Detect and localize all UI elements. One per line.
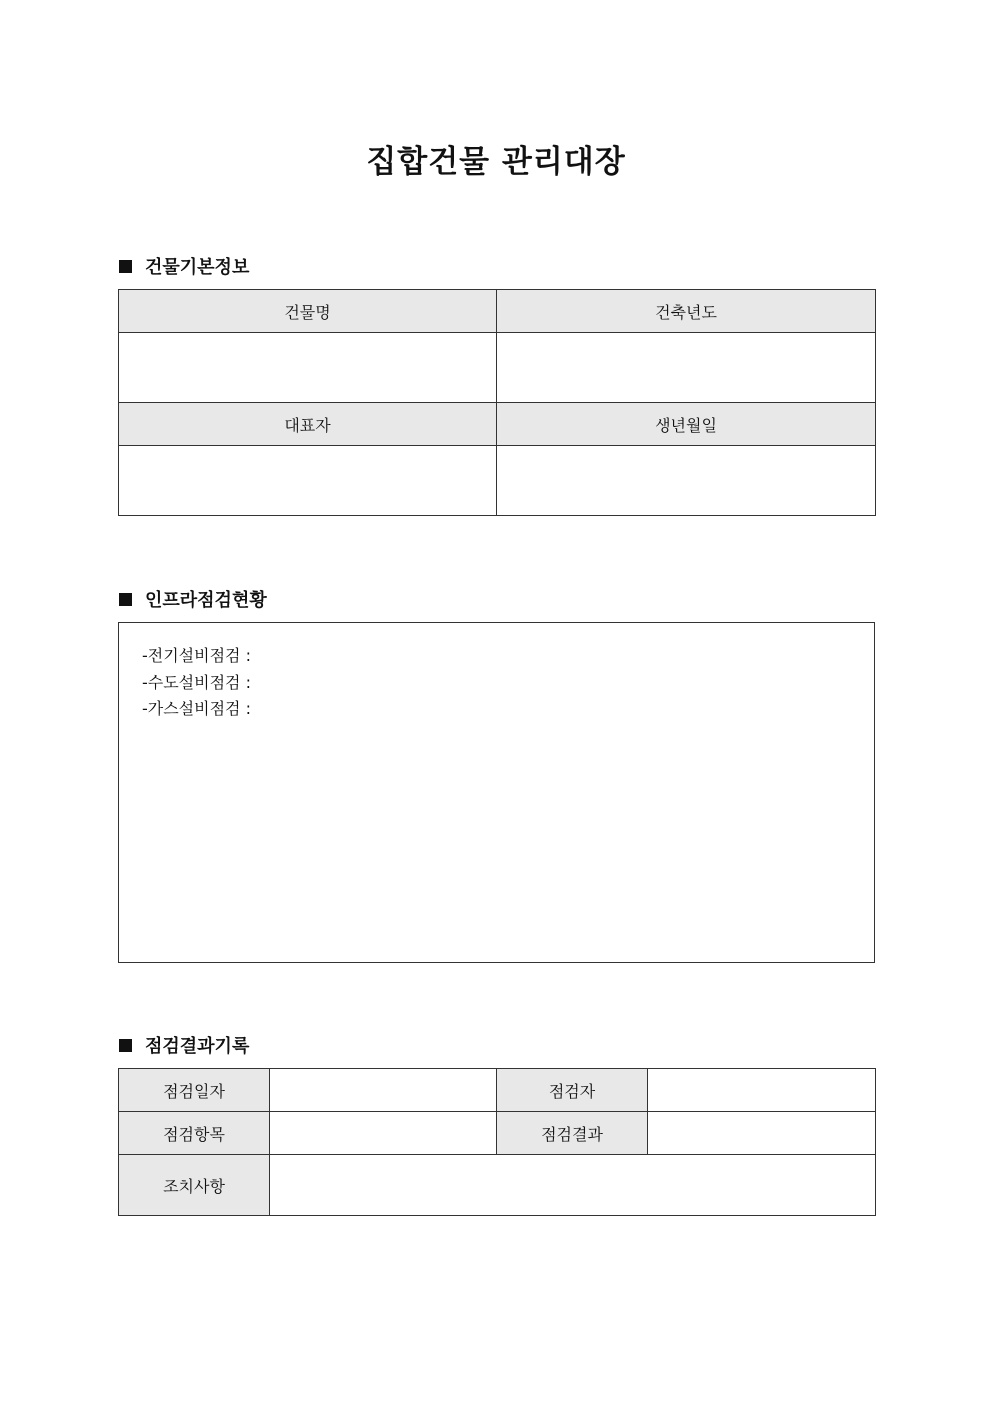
inspector-field[interactable] [648,1069,876,1112]
inspector-label: 점검자 [497,1069,648,1112]
gas-inspection-line: -가스설비점검 : [142,699,251,718]
basic-info-heading [119,253,249,279]
birth-date-label: 생년월일 [497,403,876,446]
table-row [119,1112,876,1155]
representative-label: 대표자 [119,403,497,446]
table-row [119,1155,876,1216]
square-bullet-icon [119,260,132,273]
square-bullet-icon [119,593,132,606]
page-title: 집합건물 관리대장 [366,144,626,180]
inspection-item-label: 점검항목 [119,1112,270,1155]
building-name-field[interactable] [119,333,497,403]
infra-inspection-heading [119,586,267,612]
building-name-label: 건물명 [119,290,497,333]
infra-inspection-box[interactable] [118,622,875,963]
basic-info-table [118,289,876,516]
birth-date-field[interactable] [497,446,876,516]
square-bullet-icon [119,1039,132,1052]
inspection-result-field[interactable] [648,1112,876,1155]
representative-field[interactable] [119,446,497,516]
table-row [119,446,876,516]
construction-year-field[interactable] [497,333,876,403]
inspection-record-heading-label: 점검결과기록 [145,1036,250,1057]
infra-inspection-heading-label: 인프라점검현황 [145,590,267,611]
inspection-item-field[interactable] [270,1112,497,1155]
electrical-inspection-line: -전기설비점검 : [142,646,251,665]
inspection-record-table [118,1068,876,1216]
action-taken-field[interactable] [270,1155,876,1216]
action-taken-label: 조치사항 [119,1155,270,1216]
table-row [119,290,876,333]
table-row [119,333,876,403]
table-row [119,403,876,446]
basic-info-heading-label: 건물기본정보 [145,257,250,278]
construction-year-label: 건축년도 [497,290,876,333]
inspection-date-label: 점검일자 [119,1069,270,1112]
infra-inspection-list [142,643,874,723]
inspection-record-heading [119,1032,249,1058]
inspection-result-label: 점검결과 [497,1112,648,1155]
inspection-date-field[interactable] [270,1069,497,1112]
table-row [119,1069,876,1112]
water-inspection-line: -수도설비점검 : [142,672,251,692]
